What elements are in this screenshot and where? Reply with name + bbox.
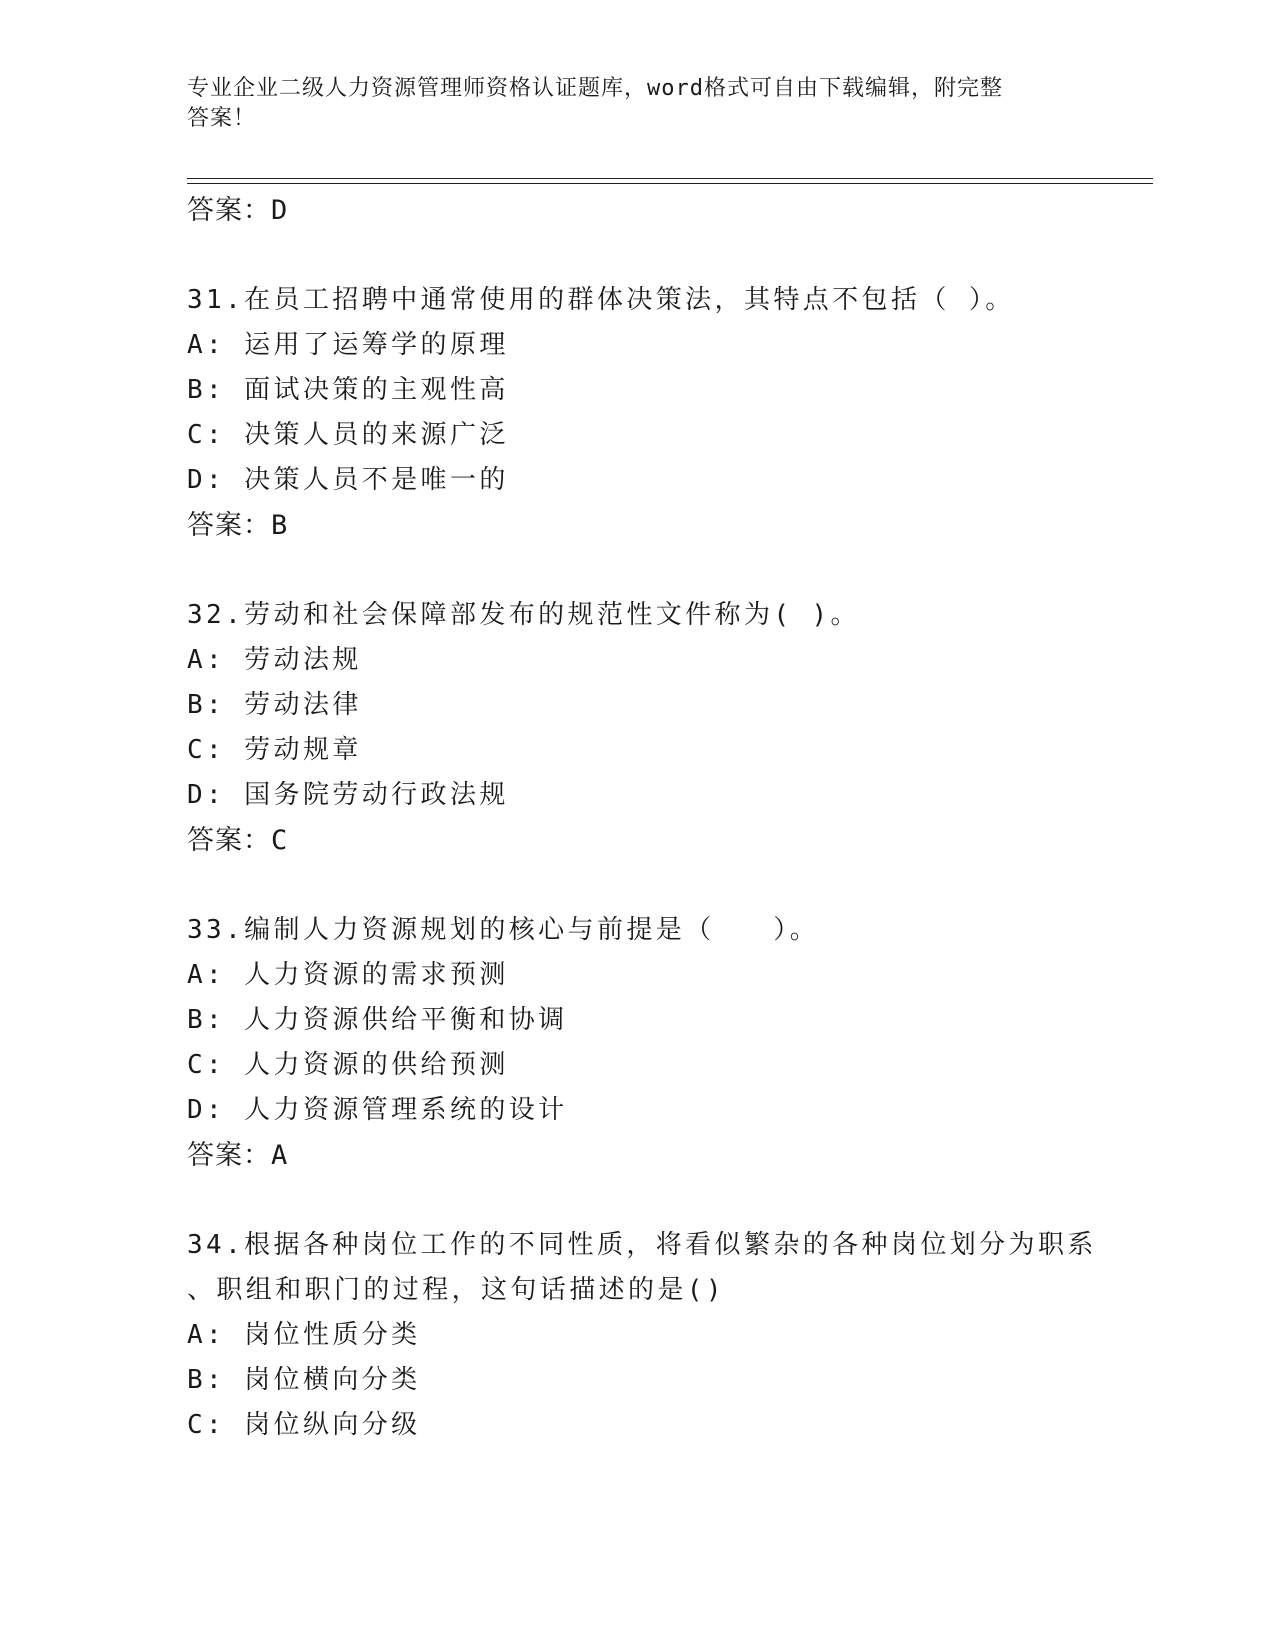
option-d: D: 国务院劳动行政法规 (187, 780, 509, 810)
answer-line: 答案：B (187, 510, 289, 541)
question-text: 31.在员工招聘中通常使用的群体决策法，其特点不包括（ ）。 (187, 285, 1015, 315)
option-a: A: 岗位性质分类 (187, 1320, 421, 1350)
header-line-1: 专业企业二级人力资源管理师资格认证题库，word格式可自由下载编辑，附完整 (187, 76, 1003, 101)
question-33 (187, 908, 1153, 1179)
question-text-line-2: 、职组和职门的过程，这句话描述的是() (187, 1275, 725, 1305)
question-text: 32.劳动和社会保障部发布的规范性文件称为( )。 (187, 600, 860, 630)
header-rule-top (187, 178, 1153, 179)
question-34 (187, 1223, 1153, 1448)
option-d: D: 决策人员不是唯一的 (187, 465, 509, 495)
option-b: B: 劳动法律 (187, 690, 362, 720)
option-b: B: 人力资源供给平衡和协调 (187, 1005, 568, 1035)
option-a: A: 人力资源的需求预测 (187, 960, 509, 990)
option-a: A: 运用了运筹学的原理 (187, 330, 509, 360)
option-c: C: 人力资源的供给预测 (187, 1050, 509, 1080)
question-31 (187, 278, 1153, 549)
option-d: D: 人力资源管理系统的设计 (187, 1095, 568, 1125)
question-list (187, 188, 1153, 1448)
option-c: C: 决策人员的来源广泛 (187, 420, 509, 450)
option-c: C: 劳动规章 (187, 735, 362, 765)
question-text: 33.编制人力资源规划的核心与前提是（ ）。 (187, 915, 820, 945)
option-b: B: 面试决策的主观性高 (187, 375, 509, 405)
header-line-2: 答案！ (187, 106, 257, 131)
option-a: A: 劳动法规 (187, 645, 362, 675)
answer-line: 答案：D (187, 195, 289, 226)
option-b: B: 岗位横向分类 (187, 1365, 421, 1395)
question-text-line-1: 34.根据各种岗位工作的不同性质，将看似繁杂的各种岗位划分为职系 (187, 1230, 1097, 1260)
option-c: C: 岗位纵向分级 (187, 1410, 421, 1440)
question-32 (187, 593, 1153, 864)
page-header (187, 74, 1087, 134)
header-rule-bottom (187, 183, 1153, 184)
answer-line: 答案：A (187, 1140, 289, 1171)
answer-line: 答案：C (187, 825, 289, 856)
